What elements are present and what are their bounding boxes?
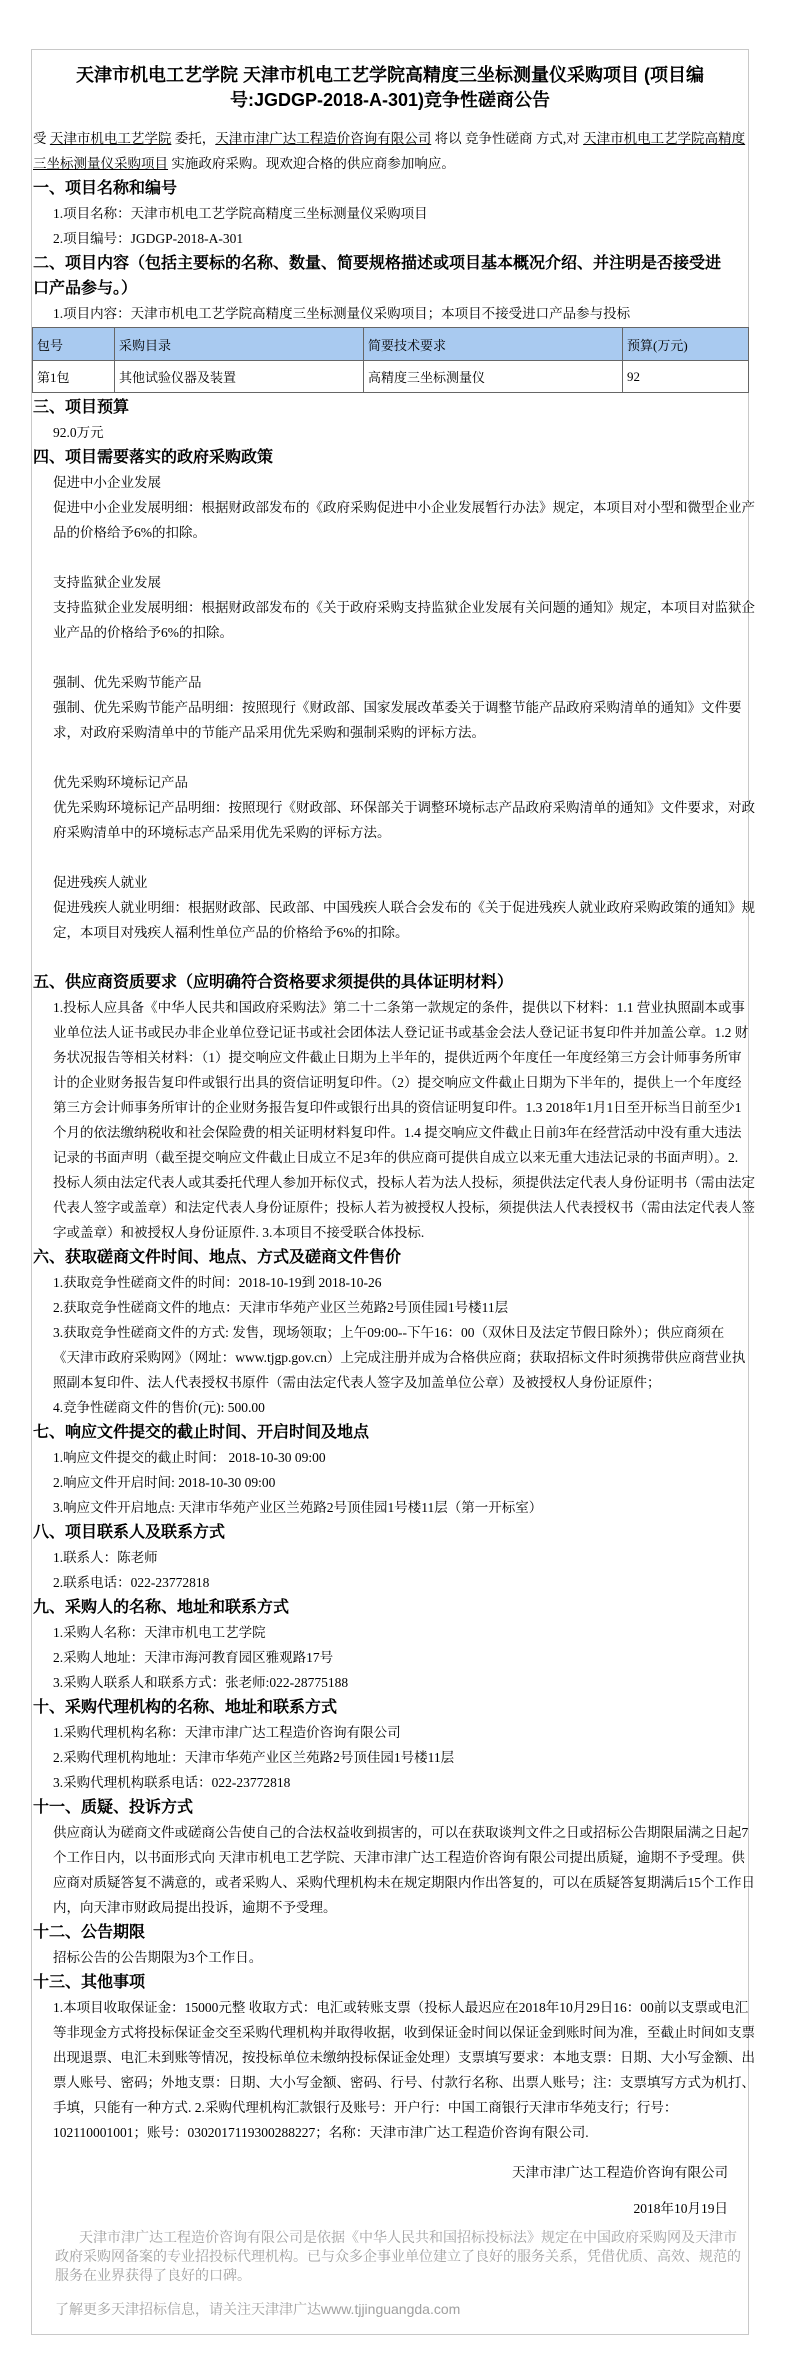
policy-detail: 业产品的价格给予6%的扣除。 xyxy=(53,624,233,640)
intro-text: 委托， xyxy=(171,130,216,146)
document-acquisition-method: 《天津市政府采购网》（网址：www.tjgp.gov.cn）上完成注册并成为合格供应商；获取招标文件时须携带供应商营业执 xyxy=(53,1349,746,1365)
intro-text: 实施政府采购。现欢迎合格的供应商参加响应。 xyxy=(168,155,455,171)
project-name-item: 1.项目名称：天津市机电工艺学院高精度三坐标测量仪采购项目 xyxy=(53,205,428,221)
section-heading-5: 五、供应商资质要求（应明确符合资格要求须提供的具体证明材料） xyxy=(33,973,514,991)
intro-paragraph xyxy=(33,126,747,176)
signature-date: 2018年10月19日 xyxy=(633,2200,728,2216)
spacer xyxy=(33,545,747,570)
agency-name-item: 1.采购代理机构名称：天津市津广达工程造价咨询有限公司 xyxy=(53,1724,401,1740)
footer-about-line: 政府采购网备案的专业招投标代理机构。已与众多企事业单位建立了良好的服务关系，凭借优质、高效、规范的 xyxy=(55,2247,741,2264)
table-cell: 92 xyxy=(623,361,749,393)
policy-detail: 促进中小企业发展明细：根据财政部发布的《政府采购促进中小企业发展暂行办法》规定，本项目对小型和微型企业产 xyxy=(53,499,755,515)
policy-detail: 定，本项目对残疾人福利性单位产品的价格给予6%的扣除。 xyxy=(53,924,409,940)
section-heading-10: 十、采购代理机构的名称、地址和联系方式 xyxy=(33,1698,338,1716)
complaint-line: 个工作日内，以书面形式向 天津市机电工艺学院、天津市津广达工程造价咨询有限公司提出质疑，逾期不予受理。供 xyxy=(53,1849,745,1865)
intro-line xyxy=(33,151,747,176)
table-cell: 其他试验仪器及装置 xyxy=(115,361,364,393)
qualification-line: 个月的依法缴纳税收和社会保险费的相关证明材料复印件。1.4 提交响应文件截止日前3年在经营活动中没有重大违法 xyxy=(53,1124,742,1140)
complaint-line: 内，向天津市财政局提出投诉，逾期不予受理。 xyxy=(53,1899,337,1915)
section-heading-12: 十二、公告期限 xyxy=(33,1923,146,1941)
spacer xyxy=(33,845,747,870)
qualification-line: 1.投标人应具备《中华人民共和国政府采购法》第二十二条第一款规定的条件，提供以下材料：1.1 营业执照副本或事 xyxy=(53,999,745,1015)
project-number-item: 2.项目编号：JGDGP-2018-A-301 xyxy=(53,230,244,246)
document-price: 4.竞争性磋商文件的售价(元): 500.00 xyxy=(53,1399,265,1415)
section-heading-2-cont: 口产品参与。） xyxy=(33,279,138,297)
table-header-row xyxy=(33,328,749,361)
policy-detail: 优先采购环境标记产品明细：按照现行《财政部、环保部关于调整环境标志产品政府采购清单的通知》文件要求，对政 xyxy=(53,799,755,815)
intro-line xyxy=(33,126,747,151)
announcement-period: 招标公告的公告期限为3个工作日。 xyxy=(53,1949,263,1965)
qualification-line: 记录的书面声明（截至提交响应文件截止日成立不足3年的供应商可提供自成立以来无重大违法记录的书面声明）。2. xyxy=(53,1149,739,1165)
footer-follow-text: 了解更多天津招标信息，请关注天津津广达www.tjjinguangda.com xyxy=(55,2300,461,2317)
policy-title: 优先采购环境标记产品 xyxy=(53,774,188,790)
intro-text: 将以 竞争性磋商 方式,对 xyxy=(431,130,584,146)
section-heading-8: 八、项目联系人及联系方式 xyxy=(33,1523,226,1541)
policy-detail: 支持监狱企业发展明细：根据财政部发布的《关于政府采购支持监狱企业发展有关问题的通知》规定，本项目对监狱企 xyxy=(53,599,755,615)
policy-detail: 促进残疾人就业明细：根据财政部、民政部、中国残疾人联合会发布的《关于促进残疾人就业政府采购政策的通知》规 xyxy=(53,899,755,915)
qualification-line: 计的企业财务报告复印件或银行出具的资信证明复印件。（2）提交响应文件截止日期为下半年的，提供上一个年度经 xyxy=(53,1074,742,1090)
agency-name: 天津市津广达工程造价咨询有限公司 xyxy=(215,130,432,146)
project-content-item: 1.项目内容：天津市机电工艺学院高精度三坐标测量仪采购项目；本项目不接受进口产品参与投标 xyxy=(53,305,631,321)
section-heading-3: 三、项目预算 xyxy=(33,398,130,416)
project-name: 天津市机电工艺学院高精度 xyxy=(583,130,746,146)
footer-about-line: 服务在业界获得了良好的口碑。 xyxy=(55,2266,251,2283)
spacer xyxy=(33,945,747,970)
spacer xyxy=(33,745,747,770)
opening-time: 2.响应文件开启时间: 2018-10-30 09:00 xyxy=(53,1474,276,1490)
intro-text: 受 xyxy=(33,130,50,146)
document-acquisition-place: 2.获取竞争性磋商文件的地点：天津市华苑产业区兰苑路2号顶佳园1号楼11层 xyxy=(53,1299,509,1315)
policy-title: 促进中小企业发展 xyxy=(53,474,161,490)
policy-detail: 品的价格给予6%的扣除。 xyxy=(53,524,206,540)
footer-about-line: 天津市津广达工程造价咨询有限公司是依据《中华人民共和国招标投标法》规定在中国政府采购网及天津市 xyxy=(79,2228,737,2245)
section-heading-11: 十一、质疑、投诉方式 xyxy=(33,1798,194,1816)
contact-phone: 2.联系电话：022-23772818 xyxy=(53,1574,210,1590)
column-header: 简要技术要求 xyxy=(364,328,623,361)
qualification-line: 代表人签字或盖章）和法定代表人身份证原件；投标人若为被授权人投标，须提供法人代表授权书（需由法定代表人签 xyxy=(53,1199,755,1215)
section-heading-7: 七、响应文件提交的截止时间、开启时间及地点 xyxy=(33,1423,370,1441)
section-heading-13: 十三、其他事项 xyxy=(33,1973,146,1991)
title-line: 天津市机电工艺学院 天津市机电工艺学院高精度三坐标测量仪采购项目 (项目编 xyxy=(76,64,704,85)
notice-title xyxy=(33,63,747,113)
submission-deadline: 1.响应文件提交的截止时间： 2018-10-30 09:00 xyxy=(53,1449,326,1465)
document-acquisition-method: 3.获取竞争性磋商文件的方式: 发售，现场领取；上午09:00--下午16：00（双休日及法定节假日除外）；供应商须在 xyxy=(53,1324,725,1340)
policy-detail: 府采购清单中的环境标志产品采用优先采购的评标方法。 xyxy=(53,824,391,840)
qualification-line: 业单位法人证书或民办非企业单位登记证书或社会团体法人登记证书或基金会法人登记证书复印件并加盖公章。1.2 财 xyxy=(53,1024,749,1040)
policy-title: 强制、优先采购节能产品 xyxy=(53,674,202,690)
qualification-line: 字或盖章）和被授权人身份证原件. 3.本项目不接受联合体投标. xyxy=(53,1224,425,1240)
package-table xyxy=(32,327,749,393)
qualification-line: 务状况报告等相关材料：（1）提交响应文件截止日期为上半年的，提供近两个年度任一年度经第三方会计师事务所审 xyxy=(53,1049,742,1065)
contact-person: 1.联系人：陈老师 xyxy=(53,1549,158,1565)
project-name: 三坐标测量仪采购项目 xyxy=(33,155,168,171)
complaint-line: 供应商认为磋商文件或磋商公告使自己的合法权益收到损害的，可以在获取谈判文件之日或招标公告期限届满之日起7 xyxy=(53,1824,749,1840)
complaint-line: 应商对质疑答复不满意的，或者采购人、采购代理机构未在规定期限内作出答复的，可以在质疑答复期满后15个工作日 xyxy=(53,1874,755,1890)
agency-phone: 3.采购代理机构联系电话：022-23772818 xyxy=(53,1774,291,1790)
company-footer xyxy=(55,2228,741,2319)
notice-box xyxy=(31,49,755,2335)
qualification-line: 第三方会计师事务所审计的企业财务报告复印件或银行出具的资信证明复印件。1.3 2018年1月1日至开标当日前至少1 xyxy=(53,1099,742,1115)
section-heading-1: 一、项目名称和编号 xyxy=(33,179,178,197)
qualification-line: 投标人须由法定代表人或其委托代理人参加开标仪式，投标人若为法人投标，须提供法定代表人身份证明书（需由法定 xyxy=(53,1174,755,1190)
title-line: 号:JGDGP-2018-A-301)竞争性磋商公告 xyxy=(229,89,551,110)
purchaser-contact: 3.采购人联系人和联系方式：张老师:022-28775188 xyxy=(53,1674,349,1690)
policy-detail: 求，对政府采购清单中的节能产品采用优先采购和强制采购的评标方法。 xyxy=(53,724,485,740)
section-heading-9: 九、采购人的名称、地址和联系方式 xyxy=(33,1598,290,1616)
policy-title: 促进残疾人就业 xyxy=(53,874,148,890)
section-heading-4: 四、项目需要落实的政府采购政策 xyxy=(33,448,274,466)
signature-company: 天津市津广达工程造价咨询有限公司 xyxy=(512,2164,728,2180)
purchaser-name: 天津市机电工艺学院 xyxy=(49,130,172,146)
opening-place: 3.响应文件开启地点: 天津市华苑产业区兰苑路2号顶佳园1号楼11层（第一开标室） xyxy=(53,1499,543,1515)
policy-title: 支持监狱企业发展 xyxy=(53,574,161,590)
other-matters-line: 出现退票、电汇未到账等情况，按投标单位未缴纳投标保证金处理）支票填写要求：本地支票：日期、大小写金额、出 xyxy=(53,2049,755,2065)
agency-address: 2.采购代理机构地址：天津市华苑产业区兰苑路2号顶佳园1号楼11层 xyxy=(53,1749,455,1765)
policy-detail: 强制、优先采购节能产品明细：按照现行《财政部、国家发展改革委关于调整节能产品政府采购清单的通知》文件要 xyxy=(53,699,742,715)
other-matters-line: 等非现金方式将投标保证金交至采购代理机构并取得收据，收到保证金时间以保证金到账时间为准，至截止时间如支票 xyxy=(53,2024,755,2040)
table-row xyxy=(33,361,749,393)
purchaser-name-item: 1.采购人名称：天津市机电工艺学院 xyxy=(53,1624,266,1640)
other-matters-line: 102110001001；账号：0302017119300288227；名称：天津市津广达工程造价咨询有限公司. xyxy=(53,2124,589,2140)
table-cell: 第1包 xyxy=(33,361,115,393)
spacer xyxy=(33,645,747,670)
other-matters-line: 票人账号、密码；外地支票：日期、大小写金额、密码、行号、付款行名称、出票人账号；注：支票填写方式为机打、 xyxy=(53,2074,755,2090)
purchaser-address: 2.采购人地址：天津市海河教育园区雅观路17号 xyxy=(53,1649,334,1665)
column-header: 包号 xyxy=(33,328,115,361)
section-heading-6: 六、获取磋商文件时间、地点、方式及磋商文件售价 xyxy=(33,1248,402,1266)
other-matters-line: 手填，只能有一种方式. 2.采购代理机构汇款银行及账号：开户行：中国工商银行天津市华苑支行；行号： xyxy=(53,2099,678,2115)
document-acquisition-time: 1.获取竞争性磋商文件的时间：2018-10-19到 2018-10-26 xyxy=(53,1274,382,1290)
column-header: 采购目录 xyxy=(115,328,364,361)
table-cell: 高精度三坐标测量仪 xyxy=(364,361,623,393)
column-header: 预算(万元) xyxy=(623,328,749,361)
other-matters-line: 1.本项目收取保证金：15000元整 收取方式：电汇或转账支票（投标人最迟应在2018年10月29日16：00前以支票或电汇 xyxy=(53,1999,749,2015)
section-heading-2: 二、项目内容（包括主要标的名称、数量、简要规格描述或项目基本概况介绍、并注明是否接受进 xyxy=(33,254,722,272)
budget-value: 92.0万元 xyxy=(53,424,104,440)
document-acquisition-method: 照副本复印件、法人代表授权书原件（需由法定代表人签字及加盖单位公章）及被授权人身份证原件； xyxy=(53,1374,661,1390)
